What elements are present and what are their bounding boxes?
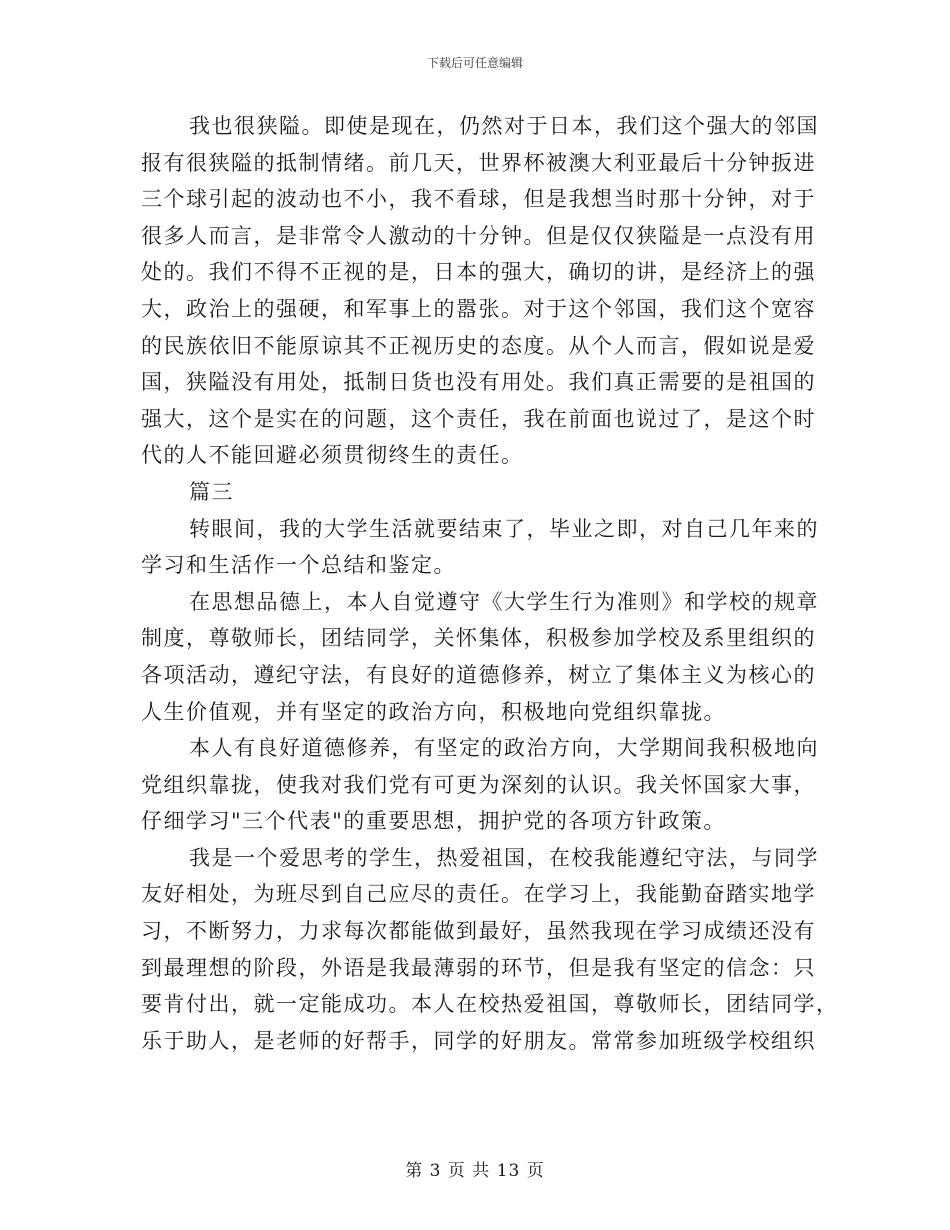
- text-line: 在思想品德上，本人自觉遵守《大学生行为准则》和学校的规章: [189, 589, 819, 614]
- document-body: [141, 108, 839, 1059]
- text-line: 各项活动，遵纪守法，有良好的道德修养，树立了集体主义为核心的: [141, 662, 816, 687]
- text-line: 我也很狭隘。即使是现在，仍然对于日本，我们这个强大的邻国: [189, 114, 819, 138]
- header-note: 下载后可任意编辑: [426, 56, 523, 70]
- text-line: 友好相处，为班尽到自己应尽的责任。在学习上，我能勤奋踏实地学: [141, 882, 816, 907]
- text-line: 大，政治上的强硬，和军事上的嚣张。对于这个邻国，我们这个宽容: [141, 296, 816, 321]
- text-line: 人生价值观，并有坚定的政治方向，积极地向党组织靠拢。: [141, 699, 726, 724]
- text-line: 转眼间，我的大学生活就要结束了，毕业之即，对自己几年来的: [189, 516, 819, 541]
- text-line: 处的。我们不得不正视的是，日本的强大，确切的讲，是经济上的强: [141, 260, 816, 285]
- text-line: 乐于助人，是老师的好帮手，同学的好朋友。常常参加班级学校组织: [141, 1028, 816, 1053]
- page-footer: 第 3 页 共 13 页: [405, 1161, 545, 1181]
- text-line: 学习和生活作一个总结和鉴定。: [141, 553, 456, 578]
- text-line: 制度，尊敬师长，团结同学，关怀集体，积极参加学校及系里组织的: [141, 626, 816, 651]
- text-line: 强大，这个是实在的问题，这个责任，我在前面也说过了，是这个时: [141, 406, 816, 431]
- text-line: 报有很狭隘的抵制情绪。前几天，世界杯被澳大利亚最后十分钟扳进: [141, 150, 816, 175]
- text-line: 我是一个爱思考的学生，热爱祖国，在校我能遵纪守法，与同学: [189, 845, 819, 870]
- text-line: 党组织靠拢，使我对我们党有可更为深刻的认识。我关怀国家大事，: [141, 772, 816, 797]
- text-line: 仔细学习"三个代表"的重要思想，拥护党的各项方针政策。: [141, 809, 726, 834]
- text-line: 本人有良好道德修养，有坚定的政治方向，大学期间我积极地向: [189, 736, 819, 761]
- text-line: 篇三: [189, 479, 234, 504]
- text-line: 到最理想的阶段，外语是我最薄弱的环节，但是我有坚定的信念：只: [141, 955, 816, 980]
- text-line: 三个球引起的波动也不小，我不看球，但是我想当时那十分钟，对于: [141, 187, 816, 212]
- text-line: 代的人不能回避必须贯彻终生的责任。: [141, 443, 524, 468]
- text-line: 习，不断努力，力求每次都能做到最好，虽然我现在学习成绩还没有: [141, 919, 816, 944]
- text-line: 要肯付出，就一定能成功。本人在校热爱祖国，尊敬师长，团结同学，: [141, 992, 839, 1017]
- text-line: 很多人而言，是非常令人激动的十分钟。但是仅仅狭隘是一点没有用: [141, 223, 816, 248]
- text-line: 的民族依旧不能原谅其不正视历史的态度。从个人而言，假如说是爱: [141, 333, 816, 358]
- text-line: 国，狭隘没有用处，抵制日货也没有用处。我们真正需要的是祖国的: [141, 370, 816, 395]
